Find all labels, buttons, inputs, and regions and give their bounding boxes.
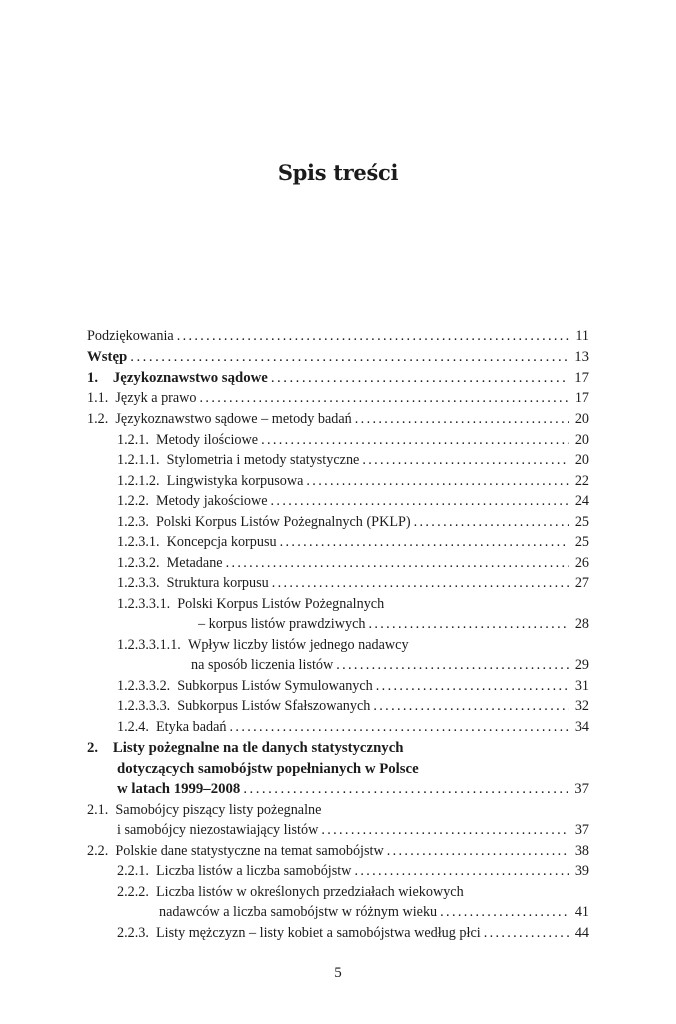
toc-entry-label: 1.2.3.3.3. Subkorpus Listów Sfałszowanych <box>117 698 371 714</box>
toc-entry-page: 13 <box>574 349 589 365</box>
toc-leader-dots <box>223 553 569 573</box>
toc-entry-1-2-3-3-1-1-line1: 1.2.3.3.1.1. Wpływ liczby listów jednego nadawcy <box>117 637 409 653</box>
toc-entry-page: 25 <box>574 534 589 550</box>
toc-entry-page: 20 <box>574 432 589 448</box>
toc-entry-label: 1.2. Językoznawstwo sądowe – metody badań <box>87 411 352 427</box>
toc-entry-label: 1.2.2. Metody jakościowe <box>117 493 268 509</box>
toc-entry-label: i samobójcy niezostawiający listów <box>117 822 319 838</box>
toc-entry-page: 38 <box>574 843 589 859</box>
toc-leader-dots <box>227 717 569 737</box>
toc-entry-1-2-3 <box>117 512 589 532</box>
toc-leader-dots <box>359 450 568 470</box>
toc-leader-dots <box>384 841 569 861</box>
toc-entry-label: 1.2.1.1. Stylometria i metody statystyczne <box>117 452 360 468</box>
toc-entry-label: 1.2.1.2. Lingwistyka korpusowa <box>117 473 304 489</box>
toc-leader-dots <box>411 512 569 532</box>
toc-entry-page: 41 <box>574 904 589 920</box>
toc-leader-dots <box>240 779 568 799</box>
toc-leader-dots <box>365 614 568 634</box>
toc-entry-label: 1.2.3.2. Metadane <box>117 555 223 571</box>
toc-entry-1-2-1-2 <box>117 471 589 491</box>
toc-entry-1-2-3-2 <box>117 553 589 573</box>
page-title: Spis treści <box>277 160 399 185</box>
toc-leader-dots <box>277 532 569 552</box>
toc-leader-dots <box>373 676 569 696</box>
toc-entry-1-2-4 <box>117 717 589 737</box>
toc-leader-dots <box>303 471 568 491</box>
toc-entry-page: 22 <box>574 473 589 489</box>
toc-entry-chapter-2 <box>117 779 589 799</box>
toc-entry-1-2-2 <box>117 491 589 511</box>
toc-leader-dots <box>269 573 569 593</box>
toc-entry-label: 2.2. Polskie dane statystyczne na temat samobójstw <box>87 843 384 859</box>
toc-entry-page: 37 <box>574 822 589 838</box>
toc-entry-chapter-2-line1: 2. Listy pożegnalne na tle danych statystycznych <box>87 740 404 756</box>
toc-entry-2-1 <box>117 820 589 840</box>
toc-leader-dots <box>258 430 569 450</box>
toc-entry-1-2-3-3-3 <box>117 696 589 716</box>
toc-entry-page: 17 <box>574 390 589 406</box>
toc-leader-dots <box>318 820 568 840</box>
toc-entry-page: 34 <box>574 719 589 735</box>
toc-entry-label: w latach 1999–2008 <box>117 781 241 797</box>
toc-entry-label: 1.2.3.1. Koncepcja korpusu <box>117 534 277 550</box>
toc-entry-page: 24 <box>574 493 589 509</box>
toc-entry-label: 1.2.3.3. Struktura korpusu <box>117 575 269 591</box>
toc-entry-1-2-3-3 <box>117 573 589 593</box>
toc-leader-dots <box>481 923 569 943</box>
toc-entry-1-2-3-3-1 <box>198 614 589 634</box>
toc-leader-dots <box>127 347 568 367</box>
toc-entry-label: 1.2.3. Polski Korpus Listów Pożegnalnych (PKLP) <box>117 514 411 530</box>
toc-entry-page: 26 <box>574 555 589 571</box>
toc-entry-page: 37 <box>574 781 589 797</box>
toc-entry-page: 29 <box>574 657 589 673</box>
toc-entry-chapter-1 <box>87 368 589 388</box>
toc-entry-page: 32 <box>574 698 589 714</box>
toc-entry-page: 27 <box>574 575 589 591</box>
toc-entry-label: – korpus listów prawdziwych <box>198 616 366 632</box>
toc-leader-dots <box>174 326 570 346</box>
toc-entry-chapter-2-line2: dotyczących samobójstw popełnianych w Polsce <box>117 761 419 777</box>
toc-entry-2-2-2 <box>159 902 589 922</box>
toc-entry-1-2-3-3-2 <box>117 676 589 696</box>
toc-leader-dots <box>370 696 568 716</box>
toc-leader-dots <box>197 388 569 408</box>
toc-entry-label: Podziękowania <box>87 328 174 344</box>
toc-entry-label: 1.1. Język a prawo <box>87 390 197 406</box>
toc-entry-page: 17 <box>574 370 589 386</box>
toc-entry-page: 31 <box>574 678 589 694</box>
page-number: 5 <box>334 965 342 981</box>
toc-entry-1-2-1-1 <box>117 450 589 470</box>
toc-leader-dots <box>333 655 569 675</box>
toc-leader-dots <box>437 902 569 922</box>
toc-entry-podziekowania <box>87 326 589 346</box>
toc-entry-2-2 <box>87 841 589 861</box>
toc-entry-page: 25 <box>574 514 589 530</box>
toc-entry-2-2-1 <box>117 861 589 881</box>
toc-entry-page: 11 <box>575 328 589 344</box>
toc-entry-2-2-3 <box>117 923 589 943</box>
toc-entry-page: 20 <box>574 411 589 427</box>
toc-entry-label: nadawców a liczba samobójstw w różnym wieku <box>159 904 438 920</box>
toc-entry-label: 2.2.1. Liczba listów a liczba samobójstw <box>117 863 352 879</box>
toc-leader-dots <box>268 491 569 511</box>
toc-entry-page: 28 <box>574 616 589 632</box>
toc-entry-1-2-3-3-1-1 <box>191 655 589 675</box>
toc-entry-1-2 <box>87 409 589 429</box>
toc-entry-label: 1.2.4. Etyka badań <box>117 719 227 735</box>
toc-leader-dots <box>268 368 568 388</box>
toc-entry-1-2-1 <box>117 430 589 450</box>
toc-entry-page: 44 <box>574 925 589 941</box>
toc-entry-label: Wstęp <box>87 349 128 365</box>
toc-entry-2-1-line1: 2.1. Samobójcy piszący listy pożegnalne <box>87 802 322 818</box>
toc-entry-1-2-3-1 <box>117 532 589 552</box>
toc-entry-page: 39 <box>574 863 589 879</box>
toc-entry-wstep <box>87 347 589 367</box>
toc-entry-label: na sposób liczenia listów <box>191 657 334 673</box>
toc-entry-label: 1.2.1. Metody ilościowe <box>117 432 259 448</box>
toc-entry-page: 20 <box>574 452 589 468</box>
toc-entry-2-2-2-line1: 2.2.2. Liczba listów w określonych przedziałach wiekowych <box>117 884 464 900</box>
toc-entry-label: 2.2.3. Listy mężczyzn – listy kobiet a samobójstwa według płci <box>117 925 481 941</box>
toc-entry-label: 1.2.3.3.2. Subkorpus Listów Symulowanych <box>117 678 373 694</box>
toc-entry-1-2-3-3-1-line1: 1.2.3.3.1. Polski Korpus Listów Pożegnalnych <box>117 596 385 612</box>
toc-leader-dots <box>352 409 569 429</box>
toc-entry-1-1 <box>87 388 589 408</box>
toc-entry-label: 1. Językoznawstwo sądowe <box>87 370 268 386</box>
toc-leader-dots <box>351 861 568 881</box>
